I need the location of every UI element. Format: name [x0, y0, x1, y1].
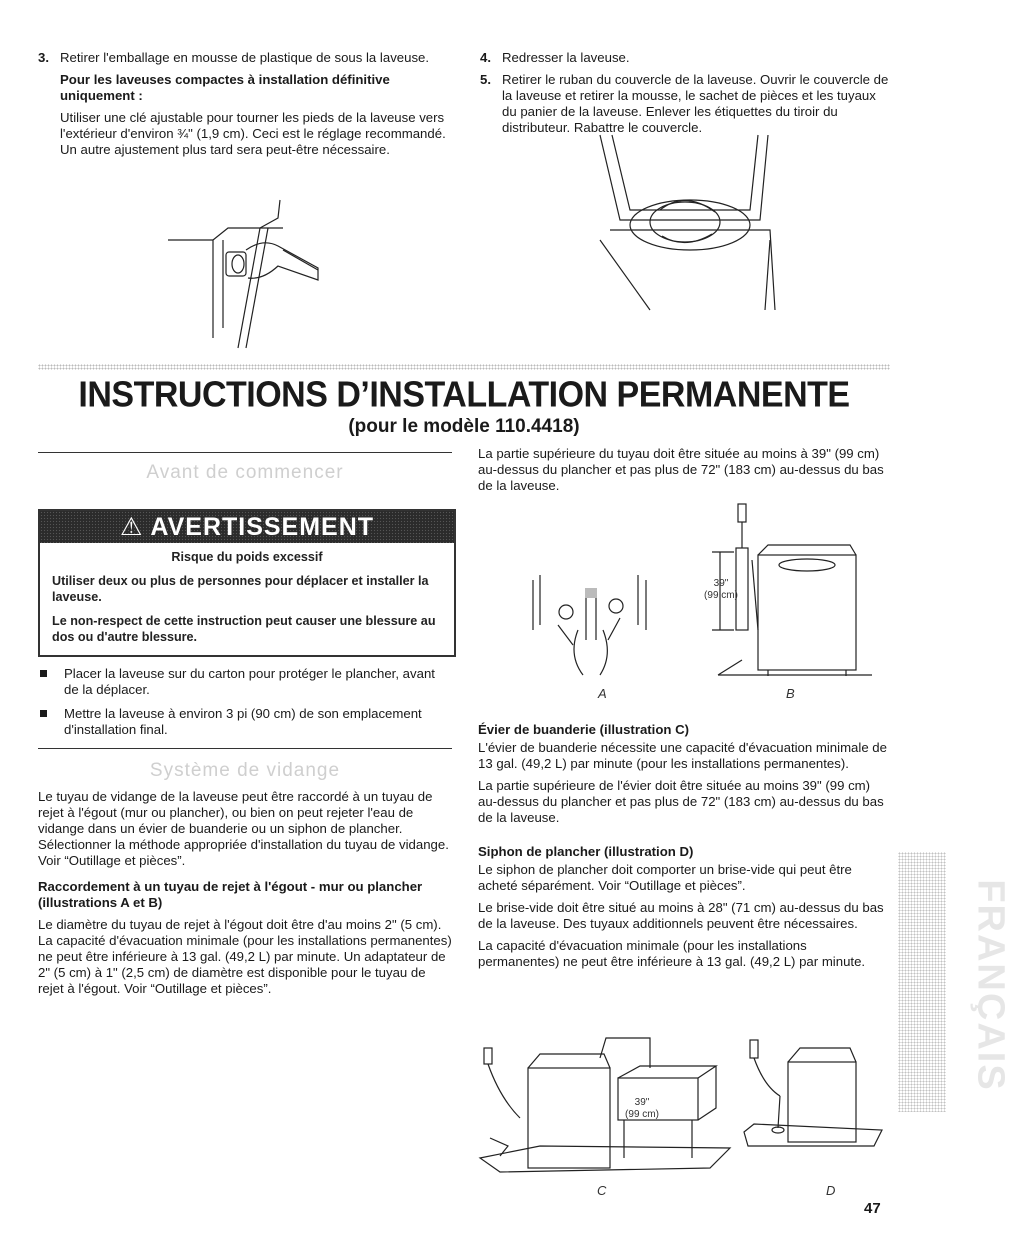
step-3 [38, 50, 458, 158]
right-top-block [480, 50, 890, 142]
siphon-text-2: Le brise-vide doit être situé au moins à 28" (71 cm) au-dessus du bas de la laveuse. Des tuyaux additionnels peuvent être nécessaires. [478, 900, 884, 931]
vidange-intro: Le tuyau de vidange de la laveuse peut être raccordé à un tuyau de rejet à l'égout (mur ou plancher), ou bien on peut rejeter l'eau de vidange dans un évier de buanderie ou un siphon de plancher. Sélectionner la méthode appropriée d'installation du tuyau de vidange. Voir “Outillage et pièces”. [38, 789, 449, 868]
section-heading-avant: Avant de commencer [146, 462, 344, 483]
vidange-block [38, 789, 452, 1003]
page-number: 47 [864, 1200, 881, 1217]
compact-text: Utiliser une clé ajustable pour tourner les pieds de la laveuse vers l'extérieur d'environ ¾" (1,9 cm). Ceci est le réglage recommandé. Un autre ajustement plus tard sera peut-être nécessaire. [60, 110, 446, 157]
page-subtitle: (pour le modèle 110.4418) [348, 416, 580, 437]
step-4-number: 4. [480, 50, 491, 65]
language-side-label: FRANÇAIS [969, 879, 1012, 1092]
dimension-inches: 39" [634, 1097, 650, 1108]
siphon-text-1: Le siphon de plancher doit comporter un brise-vide qui peut être acheté séparément. Voir “Outillage et pièces”. [478, 862, 852, 893]
warning-line-1: Utiliser deux ou plus de personnes pour déplacer et installer la laveuse. [52, 574, 429, 604]
warning-box [38, 509, 456, 657]
language-side-tab [898, 852, 946, 1112]
siphon-heading: Siphon de plancher (illustration D) [478, 844, 694, 859]
section-rule [38, 452, 452, 453]
raccord-heading: Raccordement à un tuyau de rejet à l'égout - mur ou plancher (illustrations A et B) [38, 879, 423, 910]
dimension-label-c [622, 1097, 662, 1121]
step-4 [480, 50, 890, 66]
dimension-label [703, 578, 739, 602]
compact-heading: Pour les laveuses compactes à installation définitive uniquement : [60, 72, 390, 103]
warning-line-2: Le non-respect de cette instruction peut causer une blessure au dos ou d'autre blessure. [52, 614, 436, 644]
caption-a: A [598, 686, 607, 701]
siphon-text-3: La capacité d'évacuation minimale (pour les installations permanentes) ne peut être inférieure à 13 gal. (49,2 L) par minute. [478, 938, 866, 969]
illustration-d-floor-drain [744, 1036, 884, 1148]
step-5 [480, 72, 890, 136]
dotted-separator [38, 364, 890, 370]
dimension-inches: 39" [713, 578, 729, 589]
right-drain-text [478, 722, 890, 976]
left-top-block [38, 50, 458, 164]
right-top-text: La partie supérieure du tuyau doit être située au moins à 39" (99 cm) au-dessus du plancher et pas plus de 72" (183 cm) au-dessus du bas de la laveuse. [478, 446, 884, 493]
caption-d: D [826, 1183, 836, 1198]
dimension-cm: (99 cm) [625, 1109, 659, 1120]
page-title: INSTRUCTIONS D’INSTALLATION PERMANENTE [78, 375, 850, 415]
warning-header [40, 511, 454, 543]
illustration-c-laundry-tub [480, 1038, 740, 1178]
raccord-text: Le diamètre du tuyau de rejet à l'égout doit être d'au moins 2" (5 cm). La capacité d'évacuation minimale (pour les installations permanentes) ne peut être inférieure à 13 gal. (49,2 L) par minute. Un adaptateur de 2" (5 cm) à 1" (2,5 cm) de diamètre est disponible pour le tuyau de rejet à l'égout. Voir “Outillage et pièces”. [38, 917, 452, 996]
warning-body [40, 543, 454, 651]
section-rule [38, 748, 452, 749]
step-4-text: Redresser la laveuse. [502, 50, 630, 65]
warning-title: AVERTISSEMENT [150, 513, 375, 541]
washer-open-lid-illustration [590, 130, 790, 320]
step-5-text: Retirer le ruban du couvercle de la laveuse. Ouvrir le couvercle de la laveuse et retirer la mousse, le sachet de pièces et les tuyaux du panier de la laveuse. Enlever les étiquettes du tiroir du distributeur. Rabattre le couvercle. [502, 72, 889, 135]
evier-text-2: La partie supérieure de l'évier doit être située au moins 39" (99 cm) au-dessus du plancher et pas plus de 72" (183 cm) au-dessus du bas de la laveuse. [478, 778, 884, 825]
wrench-illustration [168, 188, 328, 348]
caption-b: B [786, 686, 795, 701]
step-3-number: 3. [38, 50, 49, 65]
bullet-item: Mettre la laveuse à environ 3 pi (90 cm) de son emplacement d'installation final. [38, 706, 452, 738]
bullet-item: Placer la laveuse sur du carton pour protéger le plancher, avant de la déplacer. [38, 666, 452, 698]
step-3-text: Retirer l'emballage en mousse de plastique de sous la laveuse. [60, 50, 430, 65]
step-5-number: 5. [480, 72, 491, 87]
evier-text-1: L'évier de buanderie nécessite une capacité d'évacuation minimale de 13 gal. (49,2 L) par minute (pour les installations permanentes). [478, 740, 887, 771]
evier-heading: Évier de buanderie (illustration C) [478, 722, 690, 737]
warning-triangle-icon: ⚠ [119, 513, 144, 541]
section-heading-vidange: Système de vidange [149, 760, 341, 781]
avant-bullets [38, 666, 452, 746]
dimension-cm: (99 cm) [704, 590, 738, 601]
caption-c: C [597, 1183, 607, 1198]
illustration-a-wall-drain [528, 570, 658, 680]
warning-subtitle: Risque du poids excessif [171, 550, 323, 564]
